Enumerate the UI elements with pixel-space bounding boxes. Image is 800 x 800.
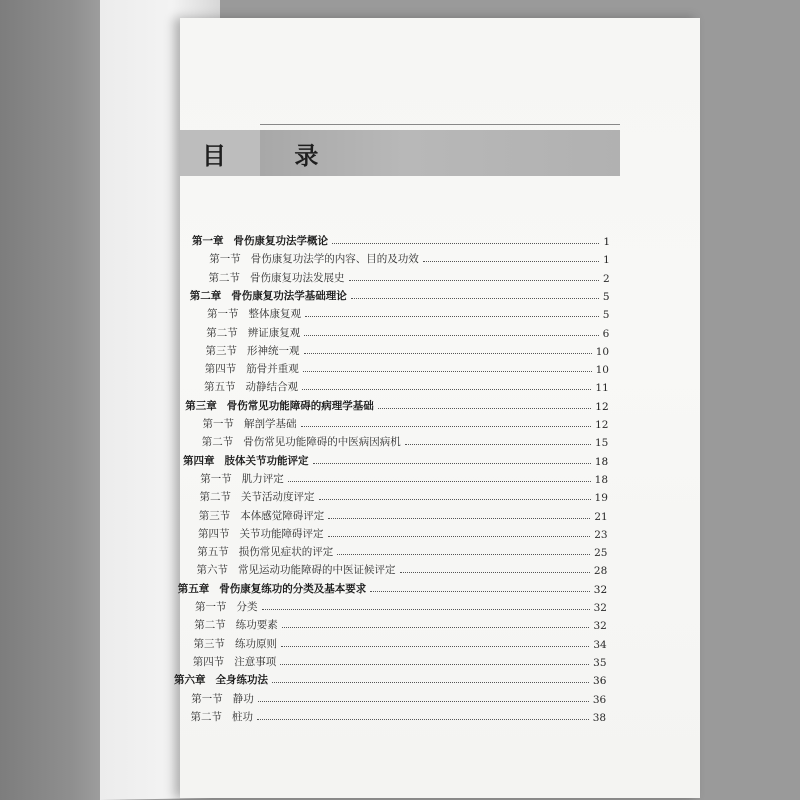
toc-section-entry bbox=[202, 431, 609, 449]
toc-section-entry bbox=[209, 267, 610, 285]
toc-entry-number: 第二节 bbox=[190, 710, 222, 723]
toc-page-number: 12 bbox=[595, 400, 609, 413]
toc-entry-number: 第五章 bbox=[177, 582, 210, 595]
toc-section-entry bbox=[200, 486, 608, 504]
toc-page-number: 1 bbox=[603, 236, 610, 248]
toc-entry-title: 常见运动功能障碍的中医证候评定 bbox=[238, 564, 396, 577]
toc-section-entry bbox=[195, 596, 607, 614]
toc-entry-number: 第四章 bbox=[183, 454, 215, 467]
toc-page-number: 23 bbox=[594, 528, 608, 541]
toc-entry-title: 损伤常见症状的评定 bbox=[238, 546, 334, 559]
toc-entry-number: 第五节 bbox=[204, 381, 236, 394]
toc-entry-title: 桩功 bbox=[232, 710, 253, 723]
toc-entry-number: 第六章 bbox=[174, 674, 206, 687]
toc-entry-label bbox=[204, 379, 298, 394]
toc-leader-dots bbox=[258, 701, 589, 702]
toc-leader-dots bbox=[313, 463, 591, 464]
toc-page-number: 35 bbox=[593, 656, 607, 669]
toc-entry-number: 第一节 bbox=[200, 472, 232, 485]
toc-entry-number: 第一节 bbox=[209, 253, 241, 266]
toc-chapter-entry bbox=[185, 395, 608, 413]
toc-section-entry bbox=[207, 303, 609, 321]
toc-entry-title: 练功要素 bbox=[235, 619, 278, 632]
toc-page-number: 36 bbox=[593, 675, 607, 688]
toc-page-number: 10 bbox=[595, 364, 609, 377]
toc-entry-label bbox=[200, 471, 284, 486]
toc-entry-title: 解剖学基础 bbox=[244, 418, 297, 430]
toc-leader-dots bbox=[257, 719, 589, 720]
toc-entry-title: 骨伤康复功法学基础理论 bbox=[231, 289, 347, 302]
toc-entry-number: 第二节 bbox=[201, 436, 234, 449]
toc-entry-title: 动静结合观 bbox=[245, 381, 298, 394]
toc-leader-dots bbox=[288, 481, 591, 482]
toc-entry-title: 骨伤康复功法学的内容、目的及功效 bbox=[250, 253, 419, 266]
toc-entry-label bbox=[197, 544, 333, 559]
toc-entry-title: 骨伤常见功能障碍的病理学基础 bbox=[226, 399, 374, 412]
toc-entry-title: 肢体关节功能评定 bbox=[224, 454, 309, 467]
toc-entry-number: 第一节 bbox=[207, 308, 239, 321]
toc-leader-dots bbox=[301, 426, 592, 427]
toc-entry-label bbox=[200, 489, 315, 504]
toc-page-number: 5 bbox=[602, 309, 610, 322]
toc-leader-dots bbox=[303, 371, 592, 372]
toc-section-entry bbox=[206, 340, 610, 358]
toc-chapter-entry bbox=[192, 230, 610, 248]
toc-page-number: 34 bbox=[593, 638, 607, 651]
toc-leader-dots bbox=[281, 646, 589, 647]
toc-page-number: 32 bbox=[593, 602, 607, 614]
toc-entry-number: 第四节 bbox=[192, 655, 225, 668]
toc-page-number: 21 bbox=[594, 510, 608, 523]
toc-entry-title: 骨伤康复功法学概论 bbox=[233, 235, 328, 247]
toc-chapter-entry bbox=[174, 669, 606, 687]
toc-entry-title: 整体康复观 bbox=[248, 308, 301, 321]
toc-section-entry bbox=[191, 688, 606, 706]
toc-leader-dots bbox=[370, 591, 590, 592]
toc-chapter-entry bbox=[178, 578, 607, 596]
toc-entry-label bbox=[206, 325, 300, 340]
toc-leader-dots bbox=[351, 298, 599, 299]
toc-entry-number: 第四节 bbox=[204, 363, 237, 376]
toc-entry-number: 第二节 bbox=[199, 491, 231, 504]
toc-section-entry bbox=[198, 523, 608, 541]
toc-chapter-entry bbox=[183, 450, 608, 468]
toc-entry-number: 第二节 bbox=[208, 271, 240, 284]
toc-entry-title: 练功原则 bbox=[235, 637, 277, 650]
toc-leader-dots bbox=[305, 316, 599, 317]
toc-leader-dots bbox=[337, 554, 590, 555]
toc-section-entry bbox=[204, 376, 609, 394]
toc-section-entry bbox=[199, 505, 608, 523]
toc-entry-title: 骨伤康复练功的分类及基本要求 bbox=[219, 582, 367, 595]
toc-section-entry bbox=[205, 358, 609, 376]
toc-page-number: 18 bbox=[594, 473, 609, 486]
toc-section-entry bbox=[197, 559, 608, 577]
toc-entry-label bbox=[198, 526, 324, 541]
toc-page-number: 32 bbox=[593, 620, 607, 633]
toc-section-entry bbox=[206, 322, 609, 340]
toc-entry-number: 第三节 bbox=[198, 509, 231, 522]
header-rule bbox=[260, 124, 620, 125]
toc-page-number: 12 bbox=[595, 419, 609, 431]
toc-entry-label bbox=[190, 288, 347, 303]
toc-entry-title: 形神统一观 bbox=[247, 344, 300, 357]
toc-page-number: 15 bbox=[594, 437, 609, 450]
toc-entry-label bbox=[206, 343, 300, 358]
toc-section-entry bbox=[193, 651, 607, 669]
toc-entry-label bbox=[207, 306, 301, 321]
toc-leader-dots bbox=[304, 353, 592, 354]
toc-leader-dots bbox=[423, 261, 599, 262]
toc-entry-label bbox=[194, 617, 278, 632]
toc-entry-label bbox=[209, 251, 419, 266]
toc-leader-dots bbox=[405, 444, 591, 445]
toc-section-entry bbox=[191, 706, 607, 724]
toc-page-number: 19 bbox=[594, 492, 608, 505]
toc-entry-number: 第四节 bbox=[198, 527, 230, 540]
toc-leader-dots bbox=[282, 627, 590, 628]
toc-leader-dots bbox=[400, 572, 590, 573]
toc-entry-title: 关节活动度评定 bbox=[241, 491, 315, 504]
toc-leader-dots bbox=[328, 518, 590, 519]
toc-page-number: 2 bbox=[603, 272, 610, 285]
toc-page-number: 28 bbox=[593, 565, 608, 578]
toc-section-entry bbox=[194, 614, 607, 632]
toc-section-entry bbox=[194, 633, 607, 651]
toc-entry-title: 静功 bbox=[232, 692, 254, 705]
toc-entry-number: 第五节 bbox=[197, 546, 229, 559]
toc-leader-dots bbox=[378, 408, 592, 409]
toc-entry-title: 关节功能障碍评定 bbox=[239, 527, 324, 540]
toc-entry-number: 第一节 bbox=[195, 601, 227, 613]
toc-title: 目 录 bbox=[202, 142, 349, 170]
toc-entry-number: 第二节 bbox=[206, 326, 238, 339]
toc-entry-title: 本体感觉障碍评定 bbox=[240, 509, 325, 522]
toc-entry-number: 第三节 bbox=[193, 637, 225, 650]
toc-entry-number: 第一节 bbox=[202, 418, 234, 430]
toc-page-number: 1 bbox=[603, 254, 610, 267]
toc-leader-dots bbox=[262, 609, 590, 610]
toc-leader-dots bbox=[280, 664, 589, 665]
toc-entry-label bbox=[191, 709, 254, 724]
toc-entry-title: 全身练功法 bbox=[215, 674, 268, 687]
toc-page-number: 6 bbox=[602, 327, 610, 340]
toc-entry-label bbox=[178, 581, 367, 596]
toc-page-number: 32 bbox=[593, 583, 608, 596]
toc-page-number: 38 bbox=[592, 711, 607, 724]
toc-entry-label bbox=[185, 398, 374, 413]
toc-section-entry bbox=[200, 468, 608, 486]
toc-entry-label bbox=[209, 270, 345, 285]
toc-entry-label bbox=[199, 508, 325, 523]
toc-entry-title: 注意事项 bbox=[234, 655, 277, 668]
toc-entry-title: 肌力评定 bbox=[241, 472, 284, 485]
toc-entry-number: 第二章 bbox=[189, 289, 222, 302]
toc-leader-dots bbox=[304, 335, 598, 336]
toc-entry-label bbox=[202, 434, 401, 449]
toc-page-number: 18 bbox=[594, 455, 609, 468]
toc-entry-label bbox=[193, 654, 277, 669]
toc-page-number: 10 bbox=[595, 345, 610, 358]
toc-leader-dots bbox=[332, 243, 599, 244]
toc-leader-dots bbox=[349, 280, 600, 281]
toc-page-number: 36 bbox=[592, 693, 607, 706]
toc-entry-label bbox=[174, 672, 268, 687]
toc-entry-label bbox=[192, 233, 328, 248]
toc-entry-label bbox=[205, 361, 299, 376]
toc-entry-title: 骨伤康复功法发展史 bbox=[250, 271, 345, 284]
toc-entry-label bbox=[197, 562, 396, 577]
toc-entry-number: 第一节 bbox=[191, 692, 223, 705]
toc-entry-number: 第六节 bbox=[196, 564, 228, 577]
toc-entry-title: 骨伤常见功能障碍的中医病因病机 bbox=[243, 436, 401, 449]
toc-entry-number: 第三节 bbox=[205, 344, 237, 357]
toc-entry-label bbox=[183, 453, 309, 468]
toc-section-entry bbox=[203, 413, 609, 431]
toc-entry-label bbox=[195, 599, 258, 614]
toc-chapter-entry bbox=[190, 285, 610, 303]
toc-leader-dots bbox=[319, 499, 591, 500]
toc-section-entry bbox=[209, 248, 610, 266]
toc-page-number: 11 bbox=[595, 382, 609, 395]
toc-entry-title: 辨证康复观 bbox=[247, 326, 301, 339]
toc-leader-dots bbox=[328, 536, 591, 537]
toc-section-entry bbox=[197, 541, 607, 559]
toc-page bbox=[174, 18, 700, 798]
toc-entry-title: 筋骨并重观 bbox=[246, 363, 299, 376]
toc-page-number: 25 bbox=[594, 547, 608, 560]
toc-entry-number: 第二节 bbox=[194, 619, 226, 632]
toc-entry-number: 第一章 bbox=[192, 235, 224, 247]
toc-page-number: 5 bbox=[602, 290, 610, 303]
toc-entry-number: 第三章 bbox=[185, 399, 217, 412]
toc-entry-label bbox=[194, 636, 278, 651]
toc-leader-dots bbox=[272, 682, 589, 683]
toc-leader-dots bbox=[302, 389, 591, 390]
toc-entry-title: 分类 bbox=[236, 601, 258, 613]
toc-entry-label bbox=[191, 691, 254, 706]
toc-entry-label bbox=[203, 416, 297, 431]
